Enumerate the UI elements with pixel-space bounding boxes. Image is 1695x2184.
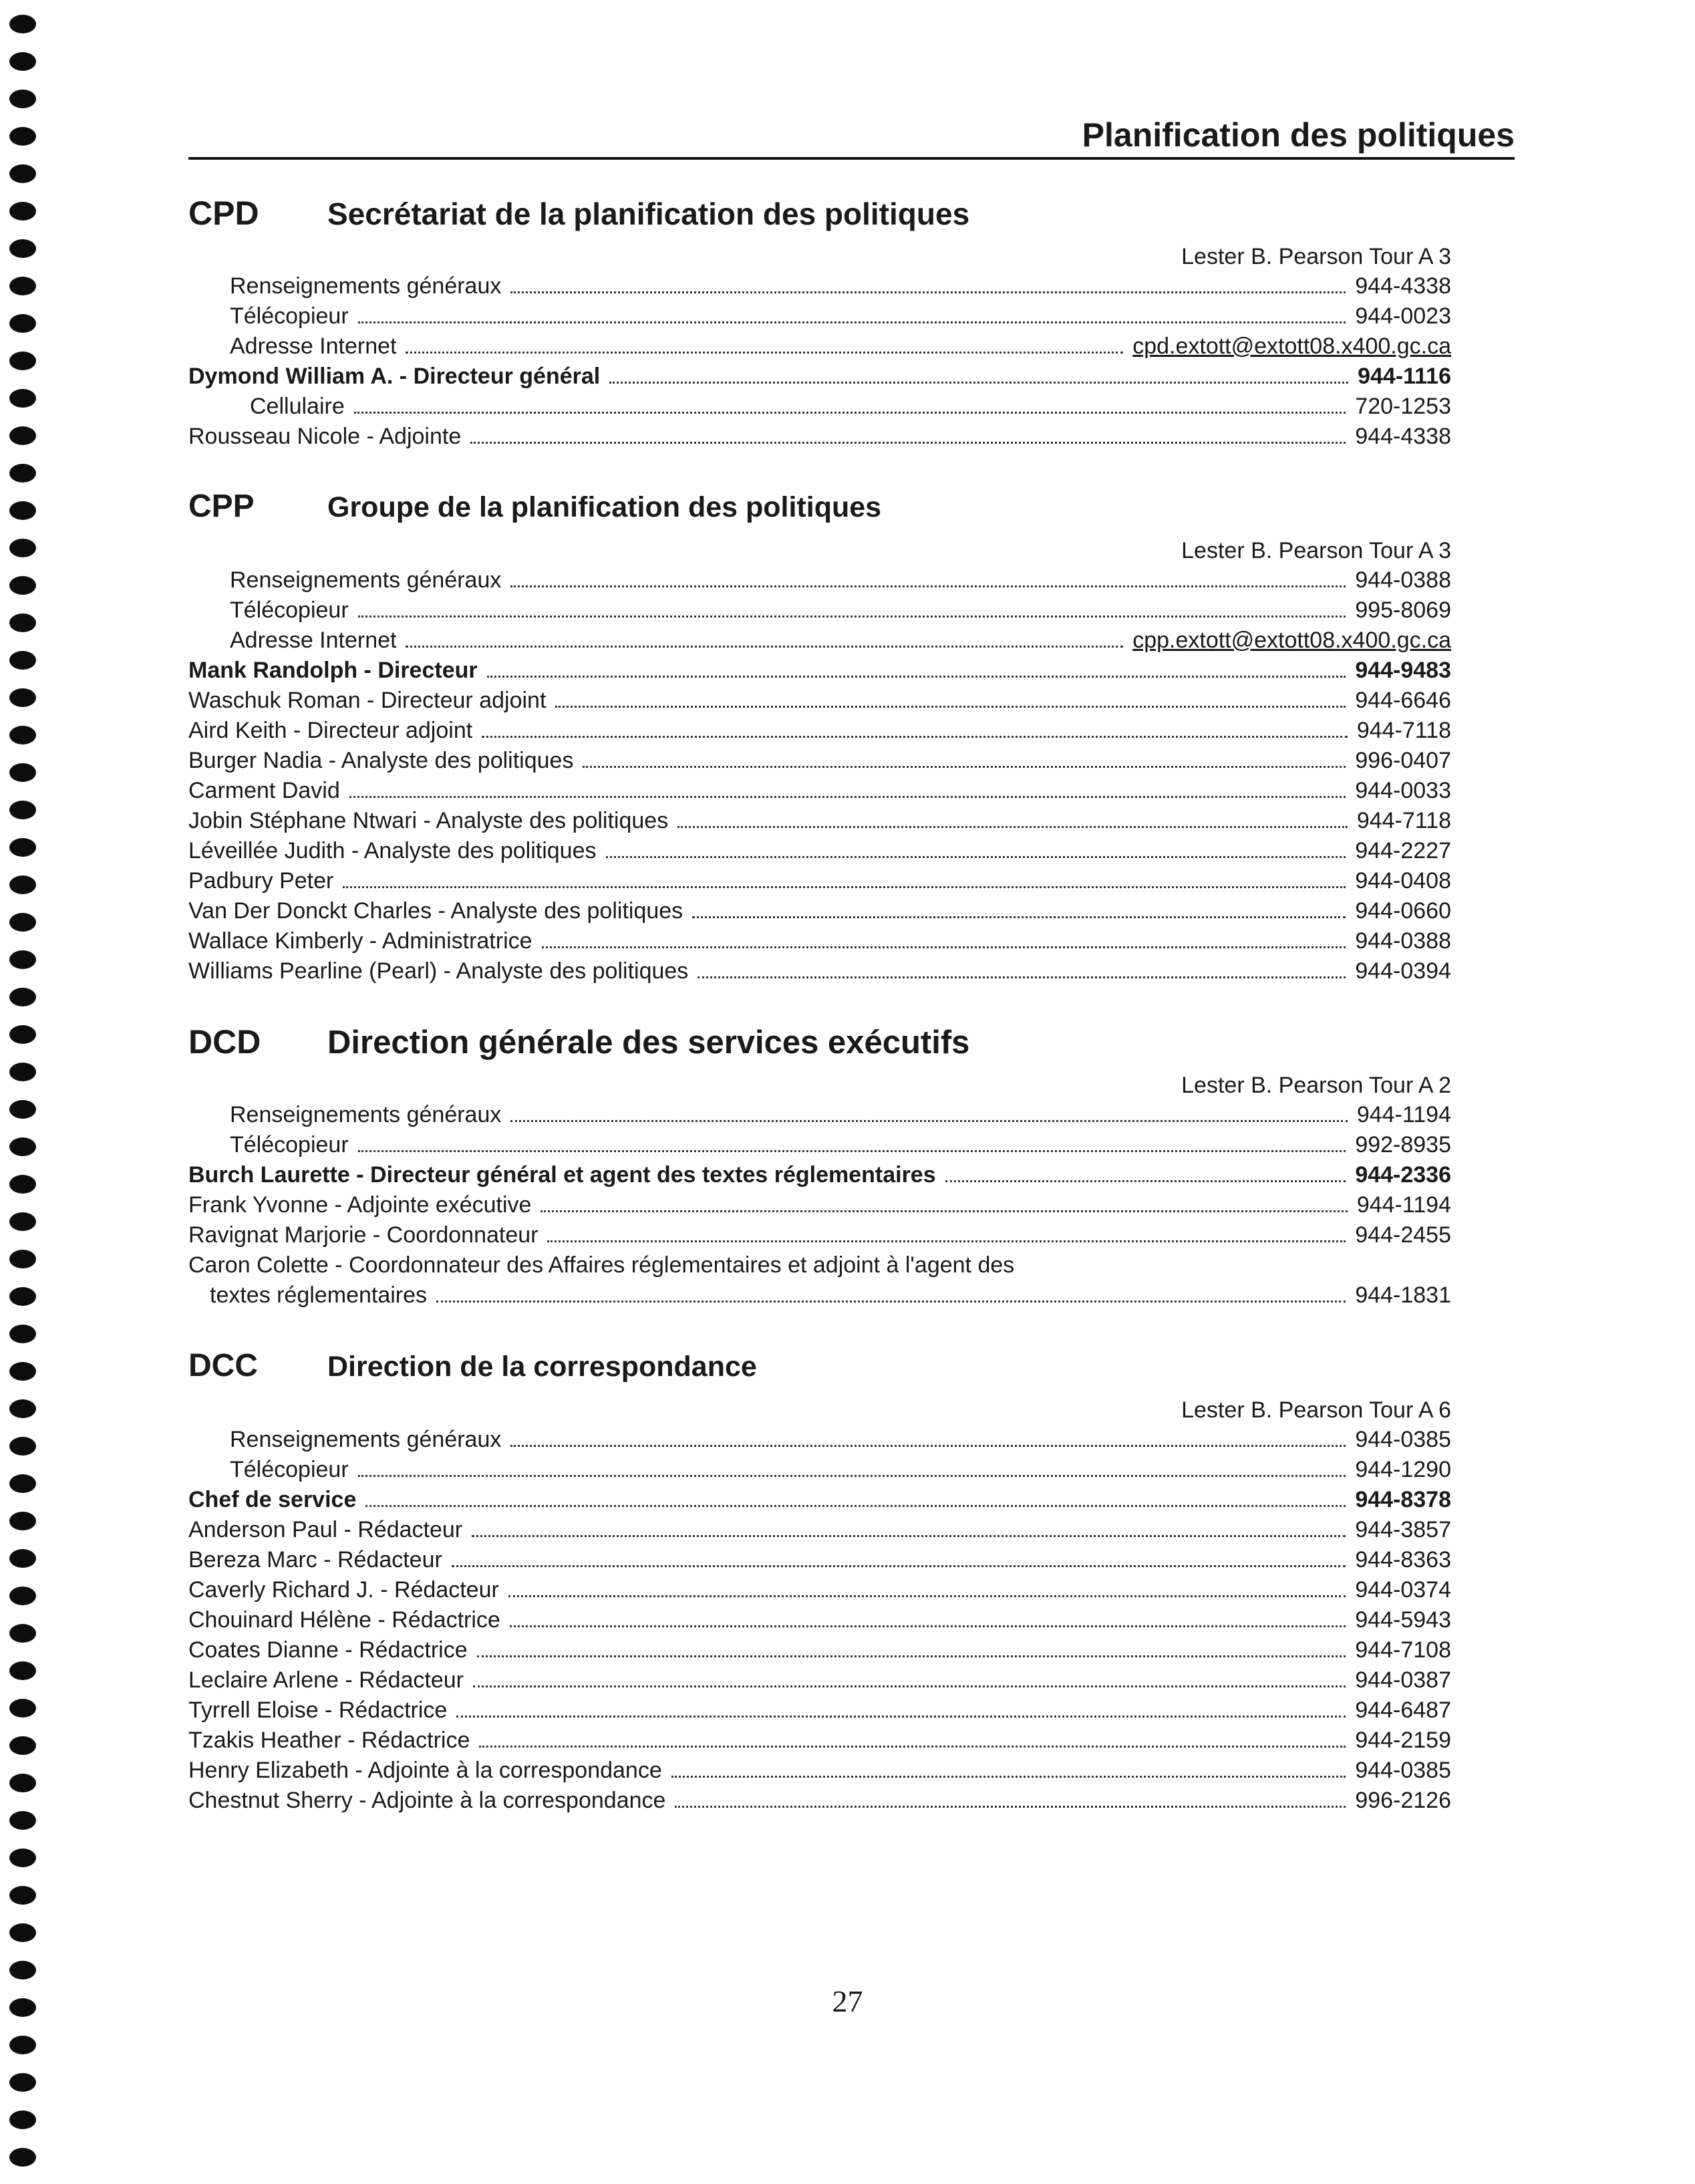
dot-leader xyxy=(452,1565,1346,1567)
binding-hole xyxy=(9,1175,36,1194)
entry-name: Burger Nadia - Analyste des politiques xyxy=(188,748,574,773)
binding-hole xyxy=(9,2036,36,2054)
entry-name: Renseignements généraux xyxy=(230,273,502,299)
directory-entry xyxy=(188,595,1451,626)
entry-name: Dymond William A. - Directeur général xyxy=(188,364,601,389)
directory-entry xyxy=(188,422,1451,452)
dot-leader xyxy=(609,382,1348,384)
directory-entry xyxy=(188,656,1451,686)
entry-name: Adresse Internet xyxy=(230,333,397,359)
binding-hole xyxy=(9,1025,36,1044)
directory-entry xyxy=(188,362,1451,392)
directory-entry xyxy=(188,1786,1451,1816)
binding-hole xyxy=(9,1811,36,1830)
entry-name: Renseignements généraux xyxy=(230,1102,502,1127)
entry-name: Van Der Donckt Charles - Analyste des politiques xyxy=(188,898,683,924)
directory-entry xyxy=(188,776,1451,806)
entry-phone: 944-0408 xyxy=(1355,868,1451,894)
entry-name: Rousseau Nicole - Adjointe xyxy=(188,424,462,449)
entry-phone: 944-7108 xyxy=(1355,1637,1451,1663)
entry-name: Frank Yvonne - Adjointe exécutive xyxy=(188,1192,532,1218)
directory-entry xyxy=(188,896,1451,926)
dot-leader xyxy=(606,856,1346,858)
dot-leader xyxy=(365,1505,1346,1507)
directory-entry xyxy=(188,1455,1451,1485)
dot-leader xyxy=(675,1806,1346,1808)
directory-entry xyxy=(188,1515,1451,1545)
binding-hole xyxy=(9,501,36,520)
entry-phone: 944-1290 xyxy=(1355,1457,1451,1482)
entry-name: Coates Dianne - Rédactrice xyxy=(188,1637,468,1663)
directory-entry xyxy=(188,1190,1451,1220)
binding-hole xyxy=(9,539,36,557)
directory-entry xyxy=(188,1665,1451,1695)
directory-entry xyxy=(188,866,1451,896)
section-name: Direction générale des services exécutifs xyxy=(327,1025,970,1061)
dot-leader xyxy=(508,1595,1346,1597)
entry-phone: 944-7118 xyxy=(1356,808,1451,833)
dot-leader xyxy=(358,321,1346,323)
directory-entry xyxy=(188,565,1451,595)
directory-entry xyxy=(188,626,1451,656)
binding-hole xyxy=(9,164,36,183)
section-dcc xyxy=(188,1347,1451,1816)
dot-leader xyxy=(479,1746,1346,1748)
entry-phone: 944-2159 xyxy=(1355,1728,1451,1753)
directory-entry xyxy=(188,836,1451,866)
binding-hole xyxy=(9,1512,36,1530)
binding-hole xyxy=(9,1362,36,1381)
entry-phone: 944-0385 xyxy=(1355,1758,1451,1783)
dot-leader xyxy=(472,1535,1346,1537)
binding-hole xyxy=(9,314,36,333)
binding-hole xyxy=(9,90,36,108)
directory-entry xyxy=(188,392,1451,422)
entry-name: Ravignat Marjorie - Coordonnateur xyxy=(188,1222,538,1248)
binding-hole xyxy=(9,1325,36,1343)
page-header xyxy=(188,118,1515,160)
dot-leader xyxy=(358,616,1346,618)
directory-entry xyxy=(188,956,1451,986)
entry-phone: 944-0387 xyxy=(1355,1667,1451,1693)
entry-name: Williams Pearline (Pearl) - Analyste des politiques xyxy=(188,958,689,984)
binding-hole xyxy=(9,1212,36,1231)
dot-leader xyxy=(510,1120,1347,1122)
binding-hole xyxy=(9,464,36,483)
entry-name: Wallace Kimberly - Administratrice xyxy=(188,928,532,954)
entry-phone: 944-0660 xyxy=(1355,898,1451,924)
binding-hole xyxy=(9,1287,36,1306)
directory-entry xyxy=(188,1130,1451,1160)
page-number: 27 xyxy=(832,1984,863,2018)
email-link[interactable]: cpp.extott@extott08.x400.gc.ca xyxy=(1132,628,1451,653)
dot-leader xyxy=(510,1625,1346,1627)
binding-hole xyxy=(9,1774,36,1792)
binding-hole xyxy=(9,1886,36,1905)
dot-leader xyxy=(358,1475,1346,1477)
entry-name: Burch Laurette - Directeur général et agent des textes réglementaires xyxy=(188,1162,936,1188)
section-code: DCD xyxy=(188,1023,261,1061)
dot-leader xyxy=(482,736,1348,738)
entry-name: Télécopieur xyxy=(230,1132,349,1157)
entry-name: Tyrrell Eloise - Rédactrice xyxy=(188,1697,448,1723)
binding-hole xyxy=(9,1137,36,1156)
entry-phone: 944-6487 xyxy=(1355,1697,1451,1723)
entry-phone: 944-5943 xyxy=(1355,1607,1451,1633)
binding-hole xyxy=(9,2073,36,2092)
directory-entry xyxy=(188,331,1451,362)
entry-name: Bereza Marc - Rédacteur xyxy=(188,1547,442,1573)
entry-phone: 944-9483 xyxy=(1355,658,1451,683)
entry-phone: 996-0407 xyxy=(1355,748,1451,773)
entry-phone: 944-0033 xyxy=(1355,778,1451,803)
binding-hole xyxy=(9,801,36,819)
section-dcd xyxy=(188,1022,1451,1311)
dot-leader xyxy=(547,1240,1346,1242)
entry-phone: 944-0374 xyxy=(1355,1577,1451,1603)
directory-entry xyxy=(188,686,1451,716)
section-heading xyxy=(188,488,1451,536)
binding-holes xyxy=(9,15,39,2167)
entry-phone: 944-8378 xyxy=(1355,1487,1451,1512)
dot-leader xyxy=(692,916,1346,918)
entry-phone: 944-1194 xyxy=(1356,1192,1451,1218)
entry-name: Renseignements généraux xyxy=(230,567,502,593)
section-name: Groupe de la planification des politiques xyxy=(327,491,882,523)
entry-name: Aird Keith - Directeur adjoint xyxy=(188,718,473,743)
entry-phone: 944-7118 xyxy=(1356,718,1451,743)
entry-name: Mank Randolph - Directeur xyxy=(188,658,478,683)
dot-leader xyxy=(542,946,1346,948)
binding-hole xyxy=(9,1961,36,1980)
entry-phone: 944-0385 xyxy=(1355,1427,1451,1452)
section-location: Lester B. Pearson Tour A 2 xyxy=(1181,1073,1451,1098)
binding-hole xyxy=(9,913,36,932)
dot-leader xyxy=(406,646,1123,648)
email-link[interactable]: cpd.extott@extott08.x400.gc.ca xyxy=(1132,333,1451,359)
section-cpd xyxy=(188,194,1451,452)
entry-name: Caverly Richard J. - Rédacteur xyxy=(188,1577,499,1603)
entry-name: Waschuk Roman - Directeur adjoint xyxy=(188,688,547,713)
entry-phone: 944-2336 xyxy=(1355,1162,1451,1188)
binding-hole xyxy=(9,576,36,595)
entry-name: Henry Elizabeth - Adjointe à la correspondance xyxy=(188,1758,662,1783)
binding-hole xyxy=(9,52,36,71)
dot-leader xyxy=(555,706,1346,708)
binding-hole xyxy=(9,763,36,782)
entry-name: Leclaire Arlene - Rédacteur xyxy=(188,1667,464,1693)
dot-leader xyxy=(510,291,1346,293)
entry-phone: 944-2455 xyxy=(1355,1222,1451,1248)
binding-hole xyxy=(9,202,36,221)
binding-hole xyxy=(9,1699,36,1718)
section-code: DCC xyxy=(188,1348,258,1383)
dot-leader xyxy=(583,766,1346,768)
entry-phone: 944-6646 xyxy=(1355,688,1451,713)
entry-name: textes réglementaires xyxy=(210,1282,428,1308)
binding-hole xyxy=(9,1923,36,1942)
section-code: CPD xyxy=(188,194,259,232)
entry-name: Anderson Paul - Rédacteur xyxy=(188,1517,463,1542)
section-location: Lester B. Pearson Tour A 3 xyxy=(1181,538,1451,563)
binding-hole xyxy=(9,1437,36,1456)
dot-leader xyxy=(349,796,1346,798)
section-cpp xyxy=(188,488,1451,986)
binding-hole xyxy=(9,1399,36,1418)
binding-hole xyxy=(9,950,36,969)
dot-leader xyxy=(698,976,1346,978)
dot-leader xyxy=(510,1445,1346,1447)
binding-hole xyxy=(9,239,36,258)
directory-entry xyxy=(188,1160,1451,1190)
binding-hole xyxy=(9,1474,36,1493)
entry-phone: 944-4338 xyxy=(1355,273,1451,299)
entry-phone: 944-4338 xyxy=(1355,424,1451,449)
section-name: Direction de la correspondance xyxy=(327,1351,757,1383)
entry-phone: 944-1831 xyxy=(1355,1282,1451,1308)
directory-entry xyxy=(188,271,1451,301)
entry-name: Carment David xyxy=(188,778,340,803)
directory-entry xyxy=(188,1635,1451,1665)
dot-leader xyxy=(358,1150,1346,1152)
binding-hole xyxy=(9,277,36,295)
binding-hole xyxy=(9,875,36,894)
dot-leader xyxy=(945,1180,1346,1182)
entry-phone: 944-0394 xyxy=(1355,958,1451,984)
binding-hole xyxy=(9,2110,36,2129)
binding-hole xyxy=(9,2148,36,2167)
directory-entry xyxy=(188,1695,1451,1726)
entry-name: Jobin Stéphane Ntwari - Analyste des politiques xyxy=(188,808,669,833)
directory-entry xyxy=(188,1485,1451,1515)
entry-phone: 995-8069 xyxy=(1355,597,1451,623)
binding-hole xyxy=(9,352,36,370)
binding-hole xyxy=(9,1661,36,1680)
section-location: Lester B. Pearson Tour A 6 xyxy=(1181,1397,1451,1423)
directory-entry xyxy=(188,1425,1451,1455)
directory-entry xyxy=(188,1100,1451,1130)
directory-entry xyxy=(188,1280,1451,1311)
dot-leader xyxy=(487,676,1346,678)
directory-entry xyxy=(188,716,1451,746)
binding-hole xyxy=(9,426,36,445)
entry-phone: 944-1116 xyxy=(1358,364,1451,389)
entry-name: Télécopieur xyxy=(230,303,349,329)
section-location: Lester B. Pearson Tour A 3 xyxy=(1181,244,1451,269)
dot-leader xyxy=(677,826,1348,828)
entry-name: Cellulaire xyxy=(250,394,345,419)
section-heading xyxy=(188,1347,1451,1395)
entry-name: Chestnut Sherry - Adjointe à la correspondance xyxy=(188,1788,666,1813)
entry-name: Télécopieur xyxy=(230,597,349,623)
entry-name: Renseignements généraux xyxy=(230,1427,502,1452)
directory-entry xyxy=(188,806,1451,836)
entry-name-first-line: Caron Colette - Coordonnateur des Affaires réglementaires et adjoint à l'agent des xyxy=(188,1252,1015,1278)
entry-name: Chouinard Hélène - Rédactrice xyxy=(188,1607,500,1633)
directory-entry xyxy=(188,1756,1451,1786)
entry-phone: 992-8935 xyxy=(1355,1132,1451,1157)
entry-phone: 944-0023 xyxy=(1355,303,1451,329)
dot-leader xyxy=(456,1716,1346,1718)
page-title: Planification des politiques xyxy=(1082,116,1515,154)
directory-entry xyxy=(188,301,1451,331)
directory-entry xyxy=(188,746,1451,776)
binding-hole xyxy=(9,838,36,857)
directory-entry xyxy=(188,1575,1451,1605)
entry-phone: 944-2227 xyxy=(1355,838,1451,863)
entry-phone: 944-1194 xyxy=(1356,1102,1451,1127)
entry-phone: 720-1253 xyxy=(1355,394,1451,419)
directory-entry xyxy=(188,1726,1451,1756)
dot-leader xyxy=(354,412,1346,414)
binding-hole xyxy=(9,1736,36,1755)
entry-phone: 944-0388 xyxy=(1355,928,1451,954)
entry-phone: 944-0388 xyxy=(1355,567,1451,593)
directory-entry xyxy=(188,1545,1451,1575)
entry-name: Léveillée Judith - Analyste des politiques xyxy=(188,838,597,863)
dot-leader xyxy=(436,1301,1346,1303)
dot-leader xyxy=(343,886,1346,888)
dot-leader xyxy=(406,352,1123,354)
binding-hole xyxy=(9,15,36,33)
dot-leader xyxy=(473,1685,1346,1687)
dot-leader xyxy=(477,1655,1346,1657)
directory-entry xyxy=(188,1220,1451,1250)
binding-hole xyxy=(9,389,36,408)
binding-hole xyxy=(9,1100,36,1119)
dot-leader xyxy=(510,585,1346,587)
binding-hole xyxy=(9,726,36,744)
binding-hole xyxy=(9,613,36,632)
binding-hole xyxy=(9,127,36,146)
binding-hole xyxy=(9,651,36,670)
entry-name: Télécopieur xyxy=(230,1457,349,1482)
dot-leader xyxy=(541,1210,1347,1212)
binding-hole xyxy=(9,1587,36,1605)
binding-hole xyxy=(9,1624,36,1643)
binding-hole xyxy=(9,1849,36,1867)
entry-name: Tzakis Heather - Rédactrice xyxy=(188,1728,470,1753)
section-name: Secrétariat de la planification des politiques xyxy=(327,196,970,231)
section-heading xyxy=(188,1022,1451,1071)
section-code: CPP xyxy=(188,489,255,524)
binding-hole xyxy=(9,1063,36,1081)
binding-hole xyxy=(9,1549,36,1568)
directory-entry xyxy=(188,926,1451,956)
binding-hole xyxy=(9,988,36,1006)
binding-hole xyxy=(9,688,36,707)
entry-phone: 996-2126 xyxy=(1355,1788,1451,1813)
entry-phone: 944-8363 xyxy=(1355,1547,1451,1573)
entry-name: Adresse Internet xyxy=(230,628,397,653)
section-heading xyxy=(188,194,1451,242)
entry-phone: 944-3857 xyxy=(1355,1517,1451,1542)
entry-name: Padbury Peter xyxy=(188,868,334,894)
binding-hole xyxy=(9,1250,36,1268)
entry-name: Chef de service xyxy=(188,1487,357,1512)
directory-entry xyxy=(188,1605,1451,1635)
dot-leader xyxy=(671,1776,1346,1778)
dot-leader xyxy=(470,442,1346,444)
